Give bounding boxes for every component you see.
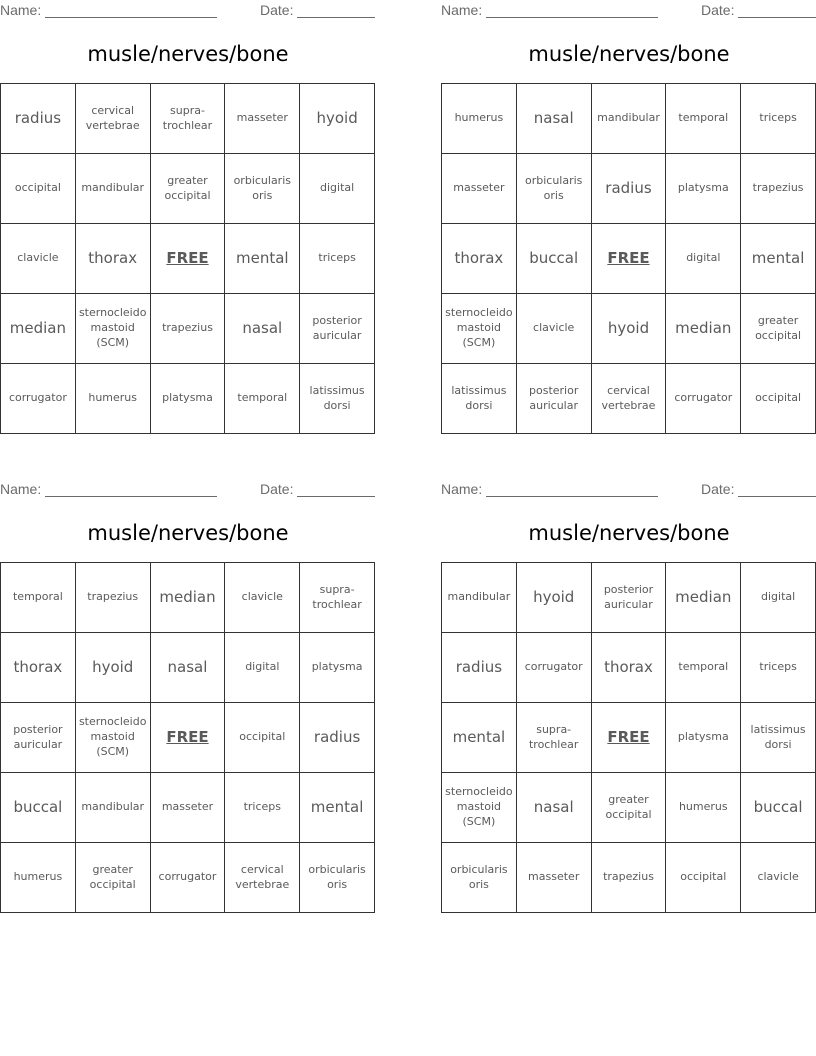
cell-label: radius: [14, 109, 62, 128]
bingo-cell[interactable]: [225, 154, 300, 224]
bingo-cell[interactable]: [741, 224, 816, 294]
bingo-cell[interactable]: [76, 84, 151, 154]
cell-label: nasal: [533, 109, 574, 128]
cell-label: FREE: [166, 728, 209, 747]
cell-label: latissimus dorsi: [309, 383, 365, 412]
cell-label: occipital: [680, 870, 727, 884]
date-label: Date:: [260, 2, 294, 18]
bingo-cell[interactable]: [76, 843, 151, 913]
name-label: Name:: [441, 481, 483, 497]
bingo-cell[interactable]: [225, 843, 300, 913]
cell-label: mental: [751, 249, 805, 268]
bingo-cell[interactable]: [442, 843, 517, 913]
cell-label: mental: [235, 249, 289, 268]
bingo-cell[interactable]: [741, 633, 816, 703]
bingo-cell[interactable]: [666, 294, 741, 364]
name-line[interactable]: [486, 17, 658, 18]
cell-label: greater occipital: [755, 313, 802, 342]
bingo-cell[interactable]: [225, 633, 300, 703]
bingo-cell[interactable]: [151, 773, 226, 843]
bingo-cell[interactable]: [517, 154, 592, 224]
cell-label: sternocleido mastoid (SCM): [78, 306, 147, 349]
cell-label: cervical vertebrae: [601, 383, 656, 412]
bingo-cell[interactable]: [225, 563, 300, 633]
date-label: Date:: [701, 2, 735, 18]
cell-label: latissimus dorsi: [451, 383, 507, 412]
name-date-row: [0, 479, 376, 501]
bingo-cell[interactable]: [517, 633, 592, 703]
bingo-cell[interactable]: [592, 633, 667, 703]
cell-label: sternocleido mastoid (SCM): [445, 306, 513, 349]
free-cell[interactable]: [151, 703, 226, 773]
cell-label: FREE: [607, 249, 650, 268]
cell-label: thorax: [88, 249, 138, 268]
cell-label: hyoid: [316, 109, 358, 128]
cell-label: latissimus dorsi: [750, 722, 806, 751]
cell-label: sternocleido mastoid (SCM): [445, 785, 513, 828]
bingo-cell[interactable]: [517, 703, 592, 773]
bingo-cell[interactable]: [442, 224, 517, 294]
bingo-cell[interactable]: [151, 843, 226, 913]
cell-label: orbicularis oris: [308, 862, 366, 891]
cell-label: posterior auricular: [529, 383, 579, 412]
cell-label: masseter: [236, 111, 288, 125]
bingo-cell[interactable]: [1, 224, 76, 294]
cell-label: mental: [310, 798, 364, 817]
bingo-cell[interactable]: [76, 773, 151, 843]
name-date-row: [441, 479, 816, 501]
bingo-cell[interactable]: [592, 154, 667, 224]
bingo-cell[interactable]: [592, 843, 667, 913]
bingo-grid: [0, 83, 375, 434]
cell-label: orbicularis oris: [524, 173, 583, 202]
bingo-cell[interactable]: [517, 563, 592, 633]
cell-label: occipital: [239, 730, 286, 744]
cell-label: temporal: [12, 590, 63, 604]
bingo-cell[interactable]: [517, 294, 592, 364]
cell-label: nasal: [242, 319, 283, 338]
cell-label: corrugator: [524, 660, 583, 674]
card-title: musle/nerves/bone: [528, 42, 730, 66]
cell-label: supra-trochlear: [528, 722, 579, 751]
bingo-cell[interactable]: [1, 84, 76, 154]
bingo-cell[interactable]: [442, 563, 517, 633]
cell-label: humerus: [678, 800, 728, 814]
cell-label: clavicle: [17, 251, 59, 265]
bingo-cell[interactable]: [592, 773, 667, 843]
cell-label: occipital: [14, 181, 61, 195]
bingo-cell[interactable]: [517, 224, 592, 294]
cell-label: posterior auricular: [312, 313, 362, 342]
bingo-cell[interactable]: [151, 633, 226, 703]
cell-label: trapezius: [162, 321, 213, 335]
bingo-cell[interactable]: [225, 294, 300, 364]
cell-label: thorax: [604, 658, 653, 677]
cell-label: corrugator: [8, 391, 67, 405]
cell-label: radius: [455, 658, 503, 677]
bingo-cell[interactable]: [225, 364, 300, 434]
bingo-cell[interactable]: [151, 294, 226, 364]
cell-label: clavicle: [533, 321, 575, 335]
name-date-row: [441, 0, 816, 22]
date-line[interactable]: [297, 496, 375, 497]
bingo-cell[interactable]: [76, 563, 151, 633]
bingo-cell[interactable]: [225, 224, 300, 294]
cell-label: greater occipital: [89, 862, 136, 891]
bingo-cell[interactable]: [442, 773, 517, 843]
bingo-cell[interactable]: [741, 84, 816, 154]
cell-label: platysma: [677, 181, 729, 195]
cell-label: mandibular: [81, 181, 145, 195]
cell-label: digital: [761, 590, 796, 604]
cell-label: occipital: [755, 391, 802, 405]
cell-label: FREE: [607, 728, 650, 747]
cell-label: trapezius: [87, 590, 139, 604]
bingo-cell[interactable]: [300, 703, 375, 773]
bingo-card: [0, 0, 376, 440]
cell-label: temporal: [678, 660, 729, 674]
bingo-cell[interactable]: [592, 364, 667, 434]
card-title: musle/nerves/bone: [87, 42, 289, 66]
cell-label: clavicle: [757, 870, 799, 884]
date-label: Date:: [260, 481, 294, 497]
cell-label: buccal: [753, 798, 803, 817]
free-cell[interactable]: [592, 224, 667, 294]
bingo-cell[interactable]: [151, 154, 226, 224]
bingo-cell[interactable]: [225, 773, 300, 843]
bingo-cell[interactable]: [1, 294, 76, 364]
name-line[interactable]: [45, 17, 217, 18]
bingo-cell[interactable]: [517, 84, 592, 154]
cell-label: platysma: [311, 660, 363, 674]
cell-label: temporal: [237, 391, 288, 405]
cell-label: hyoid: [607, 319, 650, 338]
cell-label: buccal: [13, 798, 63, 817]
cell-label: hyoid: [533, 588, 575, 607]
bingo-cell[interactable]: [151, 84, 226, 154]
cell-label: masseter: [528, 870, 580, 884]
cell-label: posterior auricular: [13, 722, 63, 751]
cell-label: radius: [313, 728, 361, 747]
bingo-cell[interactable]: [76, 364, 151, 434]
cell-label: cervical vertebrae: [85, 103, 140, 132]
bingo-cell[interactable]: [592, 84, 667, 154]
cell-label: buccal: [529, 249, 579, 268]
bingo-cell[interactable]: [300, 84, 375, 154]
card-title: musle/nerves/bone: [87, 521, 289, 545]
bingo-cell[interactable]: [666, 563, 741, 633]
bingo-cell[interactable]: [1, 703, 76, 773]
cell-label: humerus: [88, 391, 138, 405]
cell-label: thorax: [13, 658, 63, 677]
cell-label: clavicle: [241, 590, 283, 604]
name-line[interactable]: [486, 496, 658, 497]
bingo-cell[interactable]: [76, 633, 151, 703]
cell-label: FREE: [166, 249, 209, 268]
cell-label: nasal: [533, 798, 574, 817]
bingo-cell[interactable]: [741, 703, 816, 773]
bingo-cell[interactable]: [442, 154, 517, 224]
bingo-cell[interactable]: [151, 364, 226, 434]
cell-label: digital: [245, 660, 280, 674]
bingo-cell[interactable]: [225, 84, 300, 154]
bingo-cell[interactable]: [666, 703, 741, 773]
cell-label: triceps: [318, 251, 356, 265]
bingo-cell[interactable]: [442, 703, 517, 773]
cell-label: orbicularis oris: [233, 173, 291, 202]
bingo-card: [441, 0, 816, 440]
bingo-cell[interactable]: [666, 633, 741, 703]
bingo-cell[interactable]: [666, 773, 741, 843]
bingo-card: [0, 479, 376, 919]
cell-label: hyoid: [92, 658, 134, 677]
cell-label: trapezius: [603, 870, 654, 884]
cell-label: triceps: [759, 111, 797, 125]
cell-label: median: [159, 588, 216, 607]
date-label: Date:: [701, 481, 735, 497]
bingo-cell[interactable]: [76, 294, 151, 364]
cell-label: humerus: [454, 111, 504, 125]
bingo-cell[interactable]: [76, 154, 151, 224]
bingo-grid: [441, 562, 816, 913]
bingo-card: [441, 479, 816, 919]
cell-label: cervical vertebrae: [235, 862, 290, 891]
card-title: musle/nerves/bone: [528, 521, 730, 545]
bingo-cell[interactable]: [442, 84, 517, 154]
cell-label: radius: [605, 179, 652, 198]
cell-label: temporal: [678, 111, 729, 125]
cell-label: platysma: [162, 391, 213, 405]
cell-label: platysma: [677, 730, 729, 744]
cell-label: median: [9, 319, 67, 338]
bingo-cell[interactable]: [76, 224, 151, 294]
date-line[interactable]: [297, 17, 375, 18]
bingo-cell[interactable]: [300, 364, 375, 434]
bingo-cell[interactable]: [442, 294, 517, 364]
bingo-grid: [441, 83, 816, 434]
name-line[interactable]: [45, 496, 217, 497]
cell-label: corrugator: [674, 391, 733, 405]
date-line[interactable]: [738, 17, 816, 18]
bingo-cell[interactable]: [666, 154, 741, 224]
bingo-cell[interactable]: [300, 773, 375, 843]
free-cell[interactable]: [592, 703, 667, 773]
cell-label: humerus: [13, 870, 63, 884]
bingo-cell[interactable]: [741, 563, 816, 633]
cell-label: supra-trochlear: [162, 103, 213, 132]
bingo-cell[interactable]: [592, 563, 667, 633]
bingo-cell[interactable]: [741, 154, 816, 224]
bingo-cell[interactable]: [300, 294, 375, 364]
bingo-cell[interactable]: [1, 633, 76, 703]
bingo-cell[interactable]: [741, 773, 816, 843]
bingo-cell[interactable]: [442, 364, 517, 434]
bingo-cell[interactable]: [225, 703, 300, 773]
cell-label: mandibular: [597, 111, 660, 125]
cell-label: nasal: [167, 658, 208, 677]
free-cell[interactable]: [151, 224, 226, 294]
bingo-cell[interactable]: [666, 843, 741, 913]
cell-label: digital: [320, 181, 355, 195]
bingo-cell[interactable]: [741, 294, 816, 364]
bingo-cell[interactable]: [666, 84, 741, 154]
bingo-cell[interactable]: [1, 154, 76, 224]
bingo-cell[interactable]: [442, 633, 517, 703]
bingo-cell[interactable]: [517, 773, 592, 843]
cell-label: median: [675, 588, 732, 607]
name-label: Name:: [0, 481, 42, 497]
cell-label: mandibular: [447, 590, 511, 604]
bingo-cell[interactable]: [76, 703, 151, 773]
name-label: Name:: [441, 2, 483, 18]
bingo-cell[interactable]: [151, 563, 226, 633]
cell-label: masseter: [453, 181, 505, 195]
bingo-cell[interactable]: [300, 154, 375, 224]
bingo-cell[interactable]: [741, 364, 816, 434]
cell-label: posterior auricular: [603, 582, 654, 611]
cell-label: median: [675, 319, 732, 338]
bingo-cell[interactable]: [517, 843, 592, 913]
bingo-cell[interactable]: [666, 224, 741, 294]
cell-label: mental: [452, 728, 506, 747]
cell-label: orbicularis oris: [450, 862, 508, 891]
name-label: Name:: [0, 2, 42, 18]
cell-label: corrugator: [158, 870, 217, 884]
cell-label: triceps: [759, 660, 797, 674]
bingo-cell[interactable]: [300, 563, 375, 633]
bingo-cell[interactable]: [666, 364, 741, 434]
cell-label: greater occipital: [605, 792, 652, 821]
bingo-cell[interactable]: [592, 294, 667, 364]
bingo-cell[interactable]: [300, 633, 375, 703]
bingo-cell[interactable]: [1, 773, 76, 843]
cell-label: trapezius: [752, 181, 804, 195]
bingo-cell[interactable]: [741, 843, 816, 913]
bingo-cell[interactable]: [1, 843, 76, 913]
bingo-cell[interactable]: [1, 563, 76, 633]
name-date-row: [0, 0, 376, 22]
cell-label: triceps: [243, 800, 281, 814]
cell-label: mandibular: [81, 800, 145, 814]
bingo-cell[interactable]: [300, 843, 375, 913]
date-line[interactable]: [738, 496, 816, 497]
cell-label: greater occipital: [164, 173, 211, 202]
bingo-cell[interactable]: [1, 364, 76, 434]
bingo-cell[interactable]: [300, 224, 375, 294]
bingo-cell[interactable]: [517, 364, 592, 434]
cell-label: supra-trochlear: [312, 582, 362, 611]
bingo-grid: [0, 562, 375, 913]
cell-label: masseter: [161, 800, 214, 814]
cell-label: digital: [686, 251, 721, 265]
cell-label: thorax: [454, 249, 504, 268]
cell-label: sternocleido mastoid (SCM): [78, 715, 147, 758]
